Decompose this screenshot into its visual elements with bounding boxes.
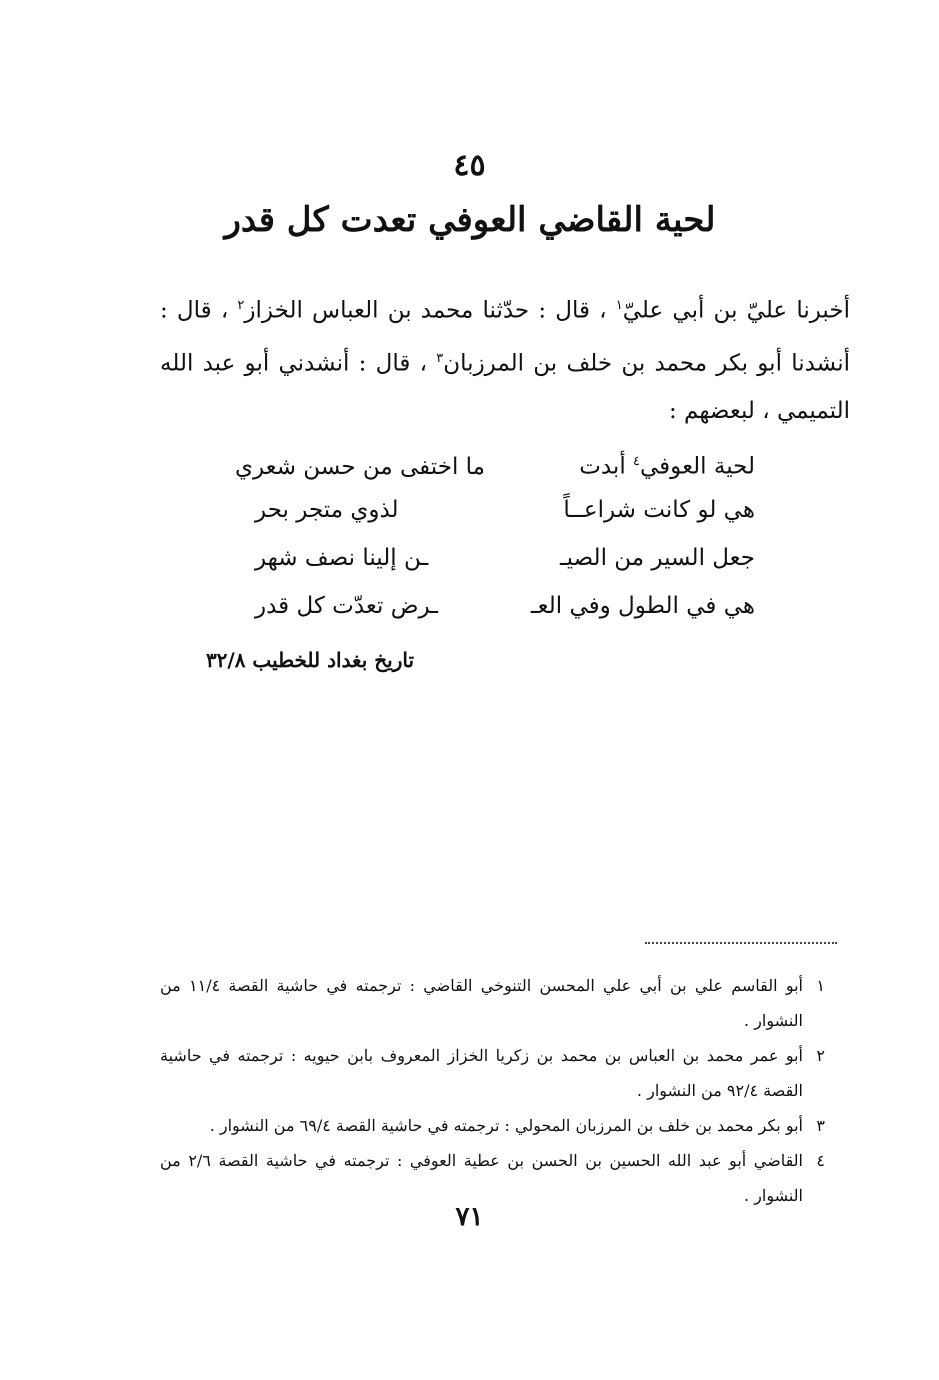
footnote-text: أبو عمر محمد بن العباس بن محمد بن زكريا الخزاز المعروف بابن حيويه : ترجمته في حاشية القصة ٩٢/٤ من النشوار .	[160, 1046, 803, 1100]
footnote	[160, 968, 825, 1038]
verse-second-hemistich: ما اختفى من حسن شعري	[234, 453, 485, 480]
verse-first-hemistich: جعل السير من الصيـ	[559, 545, 755, 571]
footnote-ref: ٢	[237, 298, 245, 313]
footnote-number: ٢	[816, 1046, 825, 1065]
intro-segment: ، قال : أنشدني أبو عبد الله التميمي ، لبعضهم :	[160, 350, 850, 425]
intro-segment: أخبرنا عليّ بن أبي عليّ	[622, 297, 850, 324]
verse-second-hemistich: ـرض تعدّت كل قدر	[255, 593, 438, 619]
verse-second-hemistich: ـن إلينا نصف شهر	[255, 545, 429, 571]
footnote-ref: ٣	[436, 350, 444, 366]
poem-verse	[255, 486, 755, 534]
footnote-ref: ١	[615, 298, 623, 313]
poem	[234, 438, 755, 630]
intro-segment: ، قال : حدّثنا محمد بن العباس الخزاز	[244, 297, 616, 324]
verse-first-hemistich	[525, 438, 755, 491]
footnote	[160, 1038, 825, 1108]
footnote-ref: ٤	[633, 454, 641, 469]
footnote-divider	[645, 942, 837, 944]
hemistich-text: لحية العوفي	[640, 453, 755, 480]
footnotes	[160, 968, 825, 1213]
footnote-number: ٤	[816, 1151, 825, 1170]
verse-first-hemistich: هي في الطول وفي العـ	[530, 593, 755, 619]
story-title: لحية القاضي العوفي تعدت كل قدر	[224, 200, 716, 240]
footnote-number: ١	[816, 976, 825, 995]
footnote-number: ٣	[816, 1116, 825, 1135]
intro-segment: ، قال : أنشدنا أبو بكر محمد بن خلف بن المرزبان	[160, 297, 850, 377]
source-citation: تاريخ بغداد للخطيب ٣٢/٨	[205, 648, 415, 672]
footnote	[160, 1108, 825, 1143]
footnote-text: أبو بكر محمد بن خلف بن المرزبان المحولي : ترجمته في حاشية القصة ٦٩/٤ من النشوار .	[209, 1116, 803, 1135]
story-number: ٤٥	[453, 148, 486, 183]
footnote-text: القاضي أبو عبد الله الحسين بن الحسن بن عطية العوفي : ترجمته في حاشية القصة ٢/٦ من النشوار .	[160, 1151, 803, 1205]
hemistich-text: أبدت	[579, 453, 634, 480]
verse-first-hemistich: هي لو كانت شراعــاً	[563, 497, 755, 523]
verse-second-hemistich: لذوي متجر بحر	[255, 497, 399, 523]
intro-paragraph	[160, 282, 850, 435]
poem-verse	[255, 582, 755, 630]
poem-verse	[234, 438, 755, 486]
poem-verse	[255, 534, 755, 582]
footnote-text: أبو القاسم علي بن أبي علي المحسن التنوخي القاضي : ترجمته في حاشية القصة ١١/٤ من النشوار .	[160, 976, 803, 1030]
page-number: ٧١	[455, 1202, 484, 1232]
